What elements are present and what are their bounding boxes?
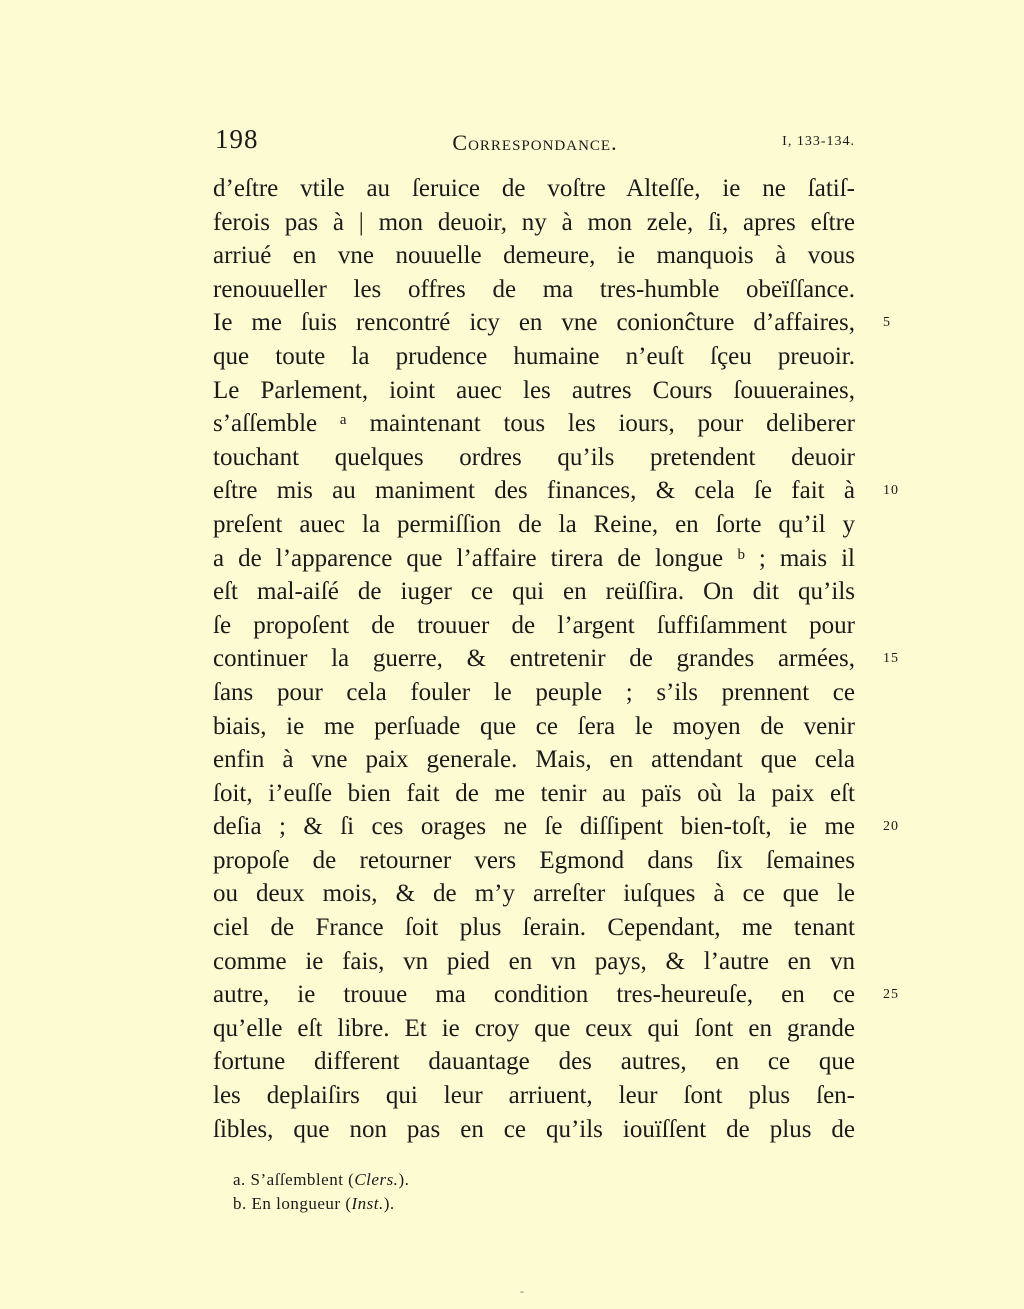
text-line	[213, 575, 855, 609]
text-line-content: Ie me ſuis rencontré icy en vne conionĉture d’affaires,	[213, 309, 855, 337]
text-line	[213, 1012, 855, 1046]
text-line	[213, 474, 899, 508]
text-line-content: ou deux mois, & de m’y arreſter iuſques à ce que le	[213, 880, 855, 908]
text-line	[213, 945, 855, 979]
text-line-content: enfin à vne paix generale. Mais, en attendant que cela	[213, 746, 855, 774]
text-line	[213, 609, 855, 643]
text-line-content: eſt mal-aiſé de iuger ce qui en reüſſira. On dit qu’ils	[213, 578, 855, 606]
text-line	[213, 1045, 855, 1079]
text-line-content: touchant quelques ordres qu’ils pretendent deuoir	[213, 443, 855, 471]
running-title: Correspondance.	[452, 130, 618, 155]
text-line	[213, 172, 855, 206]
text-line-content: a de l’apparence que l’affaire tirera de longue ᵇ ; mais il	[213, 544, 855, 572]
text-line	[213, 844, 855, 878]
line-number: 20	[883, 819, 899, 835]
text-line	[213, 1079, 855, 1113]
text-line	[213, 441, 855, 475]
text-line-content: s’aſſemble ᵃ maintenant tous les iours, pour deliberer	[213, 410, 855, 438]
footnote-text: S’aſſemblent	[250, 1170, 344, 1189]
page-reference: I, 133-134.	[782, 134, 855, 149]
text-line	[213, 810, 899, 844]
text-line-content: que toute la prudence humaine n’euſt ſçeu preuoir.	[213, 342, 855, 370]
text-line-content: ſibles, que non pas en ce qu’ils iouïſſent de plus de	[213, 1115, 855, 1143]
text-line-content: d’eſtre vtile au ſeruice de voſtre Alteſſe, ie ne ſatiſ-	[213, 175, 855, 202]
text-line	[213, 978, 899, 1012]
text-line	[213, 306, 891, 340]
text-line	[213, 777, 855, 811]
text-line	[213, 374, 855, 408]
page-header	[215, 124, 855, 164]
footnotes	[233, 1168, 409, 1216]
footnote-source: Clers.	[354, 1170, 399, 1189]
footnote-source: Inst.	[351, 1194, 384, 1213]
text-line-content: ſans pour cela fouler le peuple ; s’ils prennent ce	[213, 678, 855, 706]
text-line	[213, 1113, 855, 1147]
text-line-content: propoſe de retourner vers Egmond dans ſix ſemaines	[213, 846, 855, 874]
text-line	[213, 710, 855, 744]
text-line-content: ferois pas à | mon deuoir, ny à mon zele, ſi, apres eſtre	[213, 208, 855, 236]
text-line	[213, 542, 855, 576]
footnote-marker: a.	[233, 1170, 246, 1189]
text-line-content: eſtre mis au maniment des finances, & cela ſe fait à	[213, 477, 855, 505]
text-line-content: continuer la guerre, & entretenir de grandes armées,	[213, 645, 855, 673]
text-line-content: preſent auec la permiſſion de la Reine, en ſorte qu’il y	[213, 510, 855, 538]
text-line-content: biais, ie me perſuade que ce ſera le moyen de venir	[213, 712, 855, 740]
text-line	[213, 340, 855, 374]
text-line-content: comme ie fais, vn pied en vn pays, & l’autre en vn	[213, 947, 855, 975]
bottom-mark: -	[520, 1284, 524, 1298]
text-line	[213, 407, 855, 441]
text-line	[213, 206, 855, 240]
text-line	[213, 877, 855, 911]
text-line-content: autre, ie trouue ma condition tres-heureuſe, en ce	[213, 981, 855, 1009]
text-line	[213, 676, 855, 710]
text-line-content: ſoit, i’euſſe bien fait de me tenir au païs où la paix eſt	[213, 779, 855, 807]
line-number: 25	[883, 987, 899, 1003]
text-line	[213, 642, 899, 676]
line-number: 15	[883, 651, 899, 667]
text-line	[213, 239, 855, 273]
body-text	[213, 172, 899, 1146]
text-line-content: ſe propoſent de trouuer de l’argent ſuffiſamment pour	[213, 611, 855, 639]
line-number: 10	[883, 483, 899, 499]
footnote: b. En longueur (Inst.).	[233, 1194, 395, 1213]
line-number: 5	[883, 315, 891, 331]
footnote: a. S’aſſemblent (Clers.).	[233, 1170, 410, 1189]
text-line-content: Le Parlement, ioint auec les autres Cours ſouueraines,	[213, 376, 855, 404]
footnote-text: En longueur	[251, 1194, 341, 1213]
text-line-content: renouueller les offres de ma tres-humble obeïſſance.	[213, 275, 855, 303]
text-line-content: ciel de France ſoit plus ſerain. Cependant, me tenant	[213, 914, 855, 942]
text-line-content: fortune different dauantage des autres, en ce que	[213, 1048, 855, 1076]
text-line-content: deſia ; & ſi ces orages ne ſe diſſipent bien-toſt, ie me	[213, 813, 855, 841]
text-line	[213, 508, 855, 542]
text-line-content: les deplaiſirs qui leur arriuent, leur ſont plus ſen-	[213, 1082, 855, 1110]
text-line	[213, 911, 855, 945]
text-line	[213, 743, 855, 777]
text-line-content: arriué en vne nouuelle demeure, ie manquois à vous	[213, 242, 855, 270]
footnote-marker: b.	[233, 1194, 247, 1213]
page-number: 198	[215, 124, 259, 154]
text-line	[213, 273, 855, 307]
text-line-content: qu’elle eſt libre. Et ie croy que ceux qui ſont en grande	[213, 1014, 855, 1042]
